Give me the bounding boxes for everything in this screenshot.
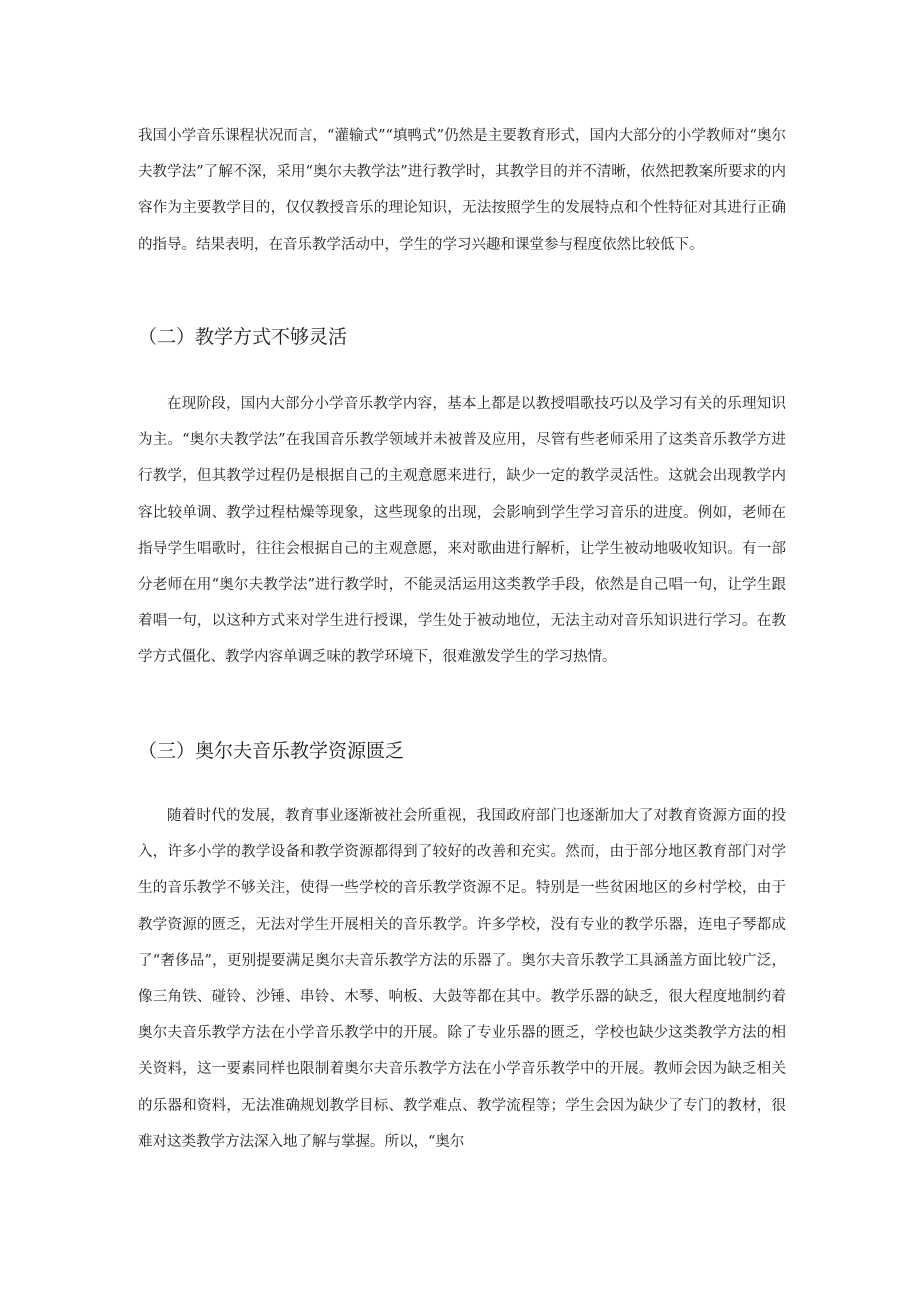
section-heading: （二）教学方式不够灵活: [138, 326, 348, 348]
body-paragraph: 我国小学音乐课程状况而言，“灌输式”“填鸭式”仍然是主要教育形式，国内大部分的小学教师对“奥尔夫教学法”了解不深，采用“奥尔夫教学法”进行教学时，其教学目的并不清晰，依然把教案所要求的内容作为主要教学目的，仅仅教授音乐的理论知识，无法按照学生的发展特点和个性特征对其进行正确的指导。结果表明，在音乐教学活动中，学生的学习兴趣和课堂参与程度依然比较低下。: [138, 128, 786, 253]
section-heading: （三）奥尔夫音乐教学资源匮乏: [138, 740, 405, 762]
body-paragraph: 随着时代的发展，教育事业逐渐被社会所重视，我国政府部门也逐渐加大了对教育资源方面的投入，许多小学的教学设备和教学资源都得到了较好的改善和充实。然而，由于部分地区教育部门对学生的音乐教学不够关注，使得一些学校的音乐教学资源不足。特别是一些贫困地区的乡村学校，由于教学资源的匮乏，无法对学生开展相关的音乐教学。许多学校，没有专业的教学乐器，连电子琴都成了“奢侈品”，更别提要满足奥尔夫音乐教学方法的乐器了。奥尔夫音乐教学工具涵盖方面比较广泛，像三角铁、碰铃、沙锤、串铃、木琴、响板、大鼓等都在其中。教学乐器的缺乏，很大程度地制约着奥尔夫音乐教学方法在小学音乐教学中的开展。除了专业乐器的匮乏，学校也缺少这类教学方法的相关资料，这一要素同样也限制着奥尔夫音乐教学方法在小学音乐教学中的开展。教师会因为缺乏相关的乐器和资料，无法准确规划教学目标、教学难点、教学流程等；学生会因为缺少了专门的教材，很难对这类教学方法深入地了解与掌握。所以，“奥尔: [138, 808, 786, 1150]
body-paragraph: 在现阶段，国内大部分小学音乐教学内容，基本上都是以教授唱歌技巧以及学习有关的乐理知识为主。“奥尔夫教学法”在我国音乐教学领域并未被普及应用，尽管有些老师采用了这类音乐教学方进行教学，但其教学过程仍是根据自己的主观意愿来进行，缺少一定的教学灵活性。这就会出现教学内容比较单调、教学过程枯燥等现象，这些现象的出现，会影响到学生学习音乐的进度。例如，老师在指导学生唱歌时，往往会根据自己的主观意愿，来对歌曲进行解析，让学生被动地吸收知识。有一部分老师在用“奥尔夫教学法”进行教学时，不能灵活运用这类教学手段，依然是自己唱一句，让学生跟着唱一句，以这种方式来对学生进行授课，学生处于被动地位，无法主动对音乐知识进行学习。在教学方式僵化、教学内容单调乏味的教学环境下，很难激发学生的学习热情。: [138, 396, 786, 666]
